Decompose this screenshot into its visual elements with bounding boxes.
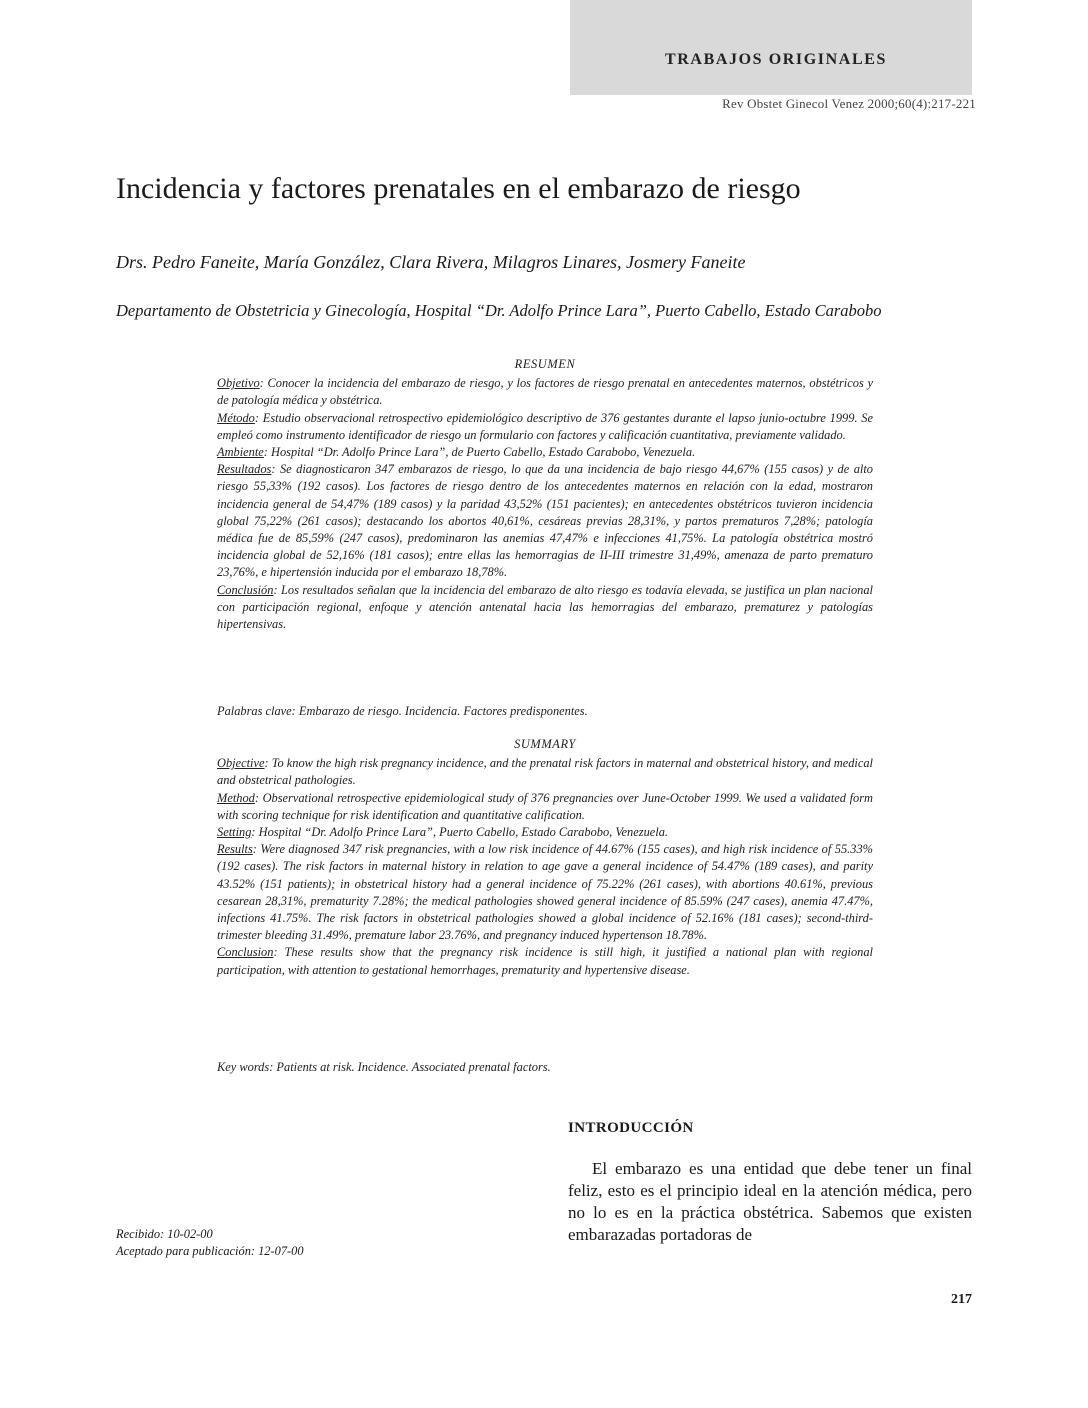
accepted-date: Aceptado para publicación: 12-07-00 bbox=[116, 1244, 304, 1258]
summary-conclusion-text: : These results show that the pregnancy risk incidence is still high, it justified a national plan with regional participation, with attention to gestational hemorrhages, prematurity and hypertensive disease. bbox=[217, 945, 873, 977]
summary-heading: SUMMARY bbox=[514, 737, 576, 751]
resumen-heading: RESUMEN bbox=[514, 357, 576, 371]
summary-block bbox=[217, 736, 873, 979]
resumen-metodo-text: : Estudio observacional retrospectivo epidemiológico descriptivo de 376 gestantes durante el lapso junio-octubre 1999. Se empleó como instrumento identificador de riesgo un formulario con factores y calificación cuantitativa, previamente validado. bbox=[217, 410, 873, 442]
section-band bbox=[570, 0, 972, 95]
resumen-ambiente-text: : Hospital “Dr. Adolfo Prince Lara”, de Puerto Cabello, Estado Carabobo, Venezuela. bbox=[263, 445, 696, 460]
summary-method-text: : Observational retrospective epidemiological study of 376 pregnancies over June-October 1999. We used a validated form with scoring technique for risk identification and quantitative calification. bbox=[217, 790, 873, 822]
dates-block bbox=[116, 1226, 304, 1260]
summary-setting bbox=[217, 824, 873, 841]
resumen-ambiente-label: Ambiente bbox=[217, 445, 264, 460]
summary-results-label: Results bbox=[217, 842, 253, 857]
resumen-conclusion bbox=[217, 582, 873, 634]
resumen-metodo bbox=[217, 410, 873, 444]
intro-body bbox=[568, 1158, 972, 1246]
summary-results-text: : Were diagnosed 347 risk pregnancies, with a low risk incidence of 44.67% (155 cases), and high risk incidence of 55.33% (192 cases). The risk factors in maternal history in relation to age gave a general incidence of 54.47% (189 cases), and parity 43.52% (151 patients); in obstetrical history had a general incidence of 75.22% (261 cases), with abortions 40.61%, previous cesarean 28,31%, prematurity 7.28%; the medical pathologies showed general incidence of 85.59% (247 cases), anemia 47.47%, infections 41.75%. The risk factors in obstetrical pathologies showed a global incidence of 52.16% (181 cases); second-third-trimester bleeding 31.49%, premature labor 23.76%, and pregnancy induced hypertenson 18.78%. bbox=[217, 842, 873, 943]
journal-citation: Rev Obstet Ginecol Venez 2000;60(4):217-221 bbox=[722, 96, 976, 111]
received-date: Recibido: 10-02-00 bbox=[116, 1227, 213, 1241]
summary-objective-text: : To know the high risk pregnancy incidence, and the prenatal risk factors in maternal and obstetrical history, and medical and obstetrical pathologies. bbox=[217, 756, 873, 788]
article-affiliation: Departamento de Obstetricia y Ginecología, Hospital “Dr. Adolfo Prince Lara”, Puerto Cabello, Estado Carabobo bbox=[116, 301, 882, 320]
resumen-resultados bbox=[217, 461, 873, 581]
resumen-keywords: Palabras clave: Embarazo de riesgo. Incidencia. Factores predisponentes. bbox=[217, 704, 588, 718]
summary-conclusion-label: Conclusion bbox=[217, 945, 274, 960]
summary-keywords: Key words: Patients at risk. Incidence. Associated prenatal factors. bbox=[217, 1060, 551, 1074]
resumen-conclusion-label: Conclusión bbox=[217, 582, 274, 597]
resumen-metodo-label: Método bbox=[217, 410, 255, 425]
resumen-objetivo-label: Objetivo bbox=[217, 376, 260, 391]
resumen-block bbox=[217, 356, 873, 633]
resumen-resultados-text: : Se diagnosticaron 347 embarazos de riesgo, lo que da una incidencia de bajo riesgo 44,67% (155 casos) y de alto riesgo 55,33% (192 casos). Los factores de riesgo dentro de los antecedentes maternos en relación con la edad, mostraron incidencia general de 54,47% (189 casos) y la paridad 43,52% (151 pacientes); en antecedentes obstétricos tuvieron incidencia global 75,22% (261 casos); destacando los abortos 40,61%, cesáreas previas 28,31%, y partos prematuros 7,28%; patología médica fue de 85,59% (247 casos), predominaron las anemias 47,47% e infecciones 41,75%. La patología obstétrica mostró incidencia global de 52,16% (181 casos); entre ellas las hemorragias de II-III trimestre 31,49%, amenaza de parto prematuro 23,76%, e hipertensión inducida por el embarazo 18,78%. bbox=[217, 462, 873, 580]
section-label: TRABAJOS ORIGINALES bbox=[664, 51, 887, 68]
summary-objective-label: Objective bbox=[217, 756, 265, 771]
article-title: Incidencia y factores prenatales en el embarazo de riesgo bbox=[116, 172, 801, 205]
summary-setting-label: Setting bbox=[217, 825, 252, 840]
summary-setting-text: : Hospital “Dr. Adolfo Prince Lara”, Puerto Cabello, Estado Carabobo, Venezuela. bbox=[251, 825, 669, 840]
summary-conclusion bbox=[217, 944, 873, 978]
summary-objective bbox=[217, 755, 873, 789]
resumen-resultados-label: Resultados bbox=[217, 462, 272, 477]
intro-paragraph: El embarazo es una entidad que debe tener un final feliz, esto es el principio ideal en la atención médica, pero no lo es en la práctica obstétrica. Sabemos que existen embarazadas portadoras de bbox=[568, 1159, 972, 1244]
summary-method-label: Method bbox=[217, 790, 255, 805]
page-number: 217 bbox=[951, 1292, 972, 1307]
resumen-conclusion-text: : Los resultados señalan que la incidencia del embarazo de alto riesgo es todavía elevada, se justifica un plan nacional con participación regional, enfoque y atención antenatal hacia las hemorragias del embarazo, prematurez y patologías hipertensivas. bbox=[217, 582, 873, 632]
resumen-ambiente bbox=[217, 444, 873, 461]
resumen-objetivo bbox=[217, 375, 873, 409]
summary-method bbox=[217, 790, 873, 824]
article-authors: Drs. Pedro Faneite, María González, Clara Rivera, Milagros Linares, Josmery Faneite bbox=[116, 252, 746, 272]
summary-results bbox=[217, 841, 873, 944]
intro-heading: INTRODUCCIÓN bbox=[568, 1120, 694, 1136]
resumen-objetivo-text: : Conocer la incidencia del embarazo de riesgo, y los factores de riesgo prenatal en antecedentes maternos, obstétricos y de patología médica y obstétrica. bbox=[217, 376, 873, 408]
